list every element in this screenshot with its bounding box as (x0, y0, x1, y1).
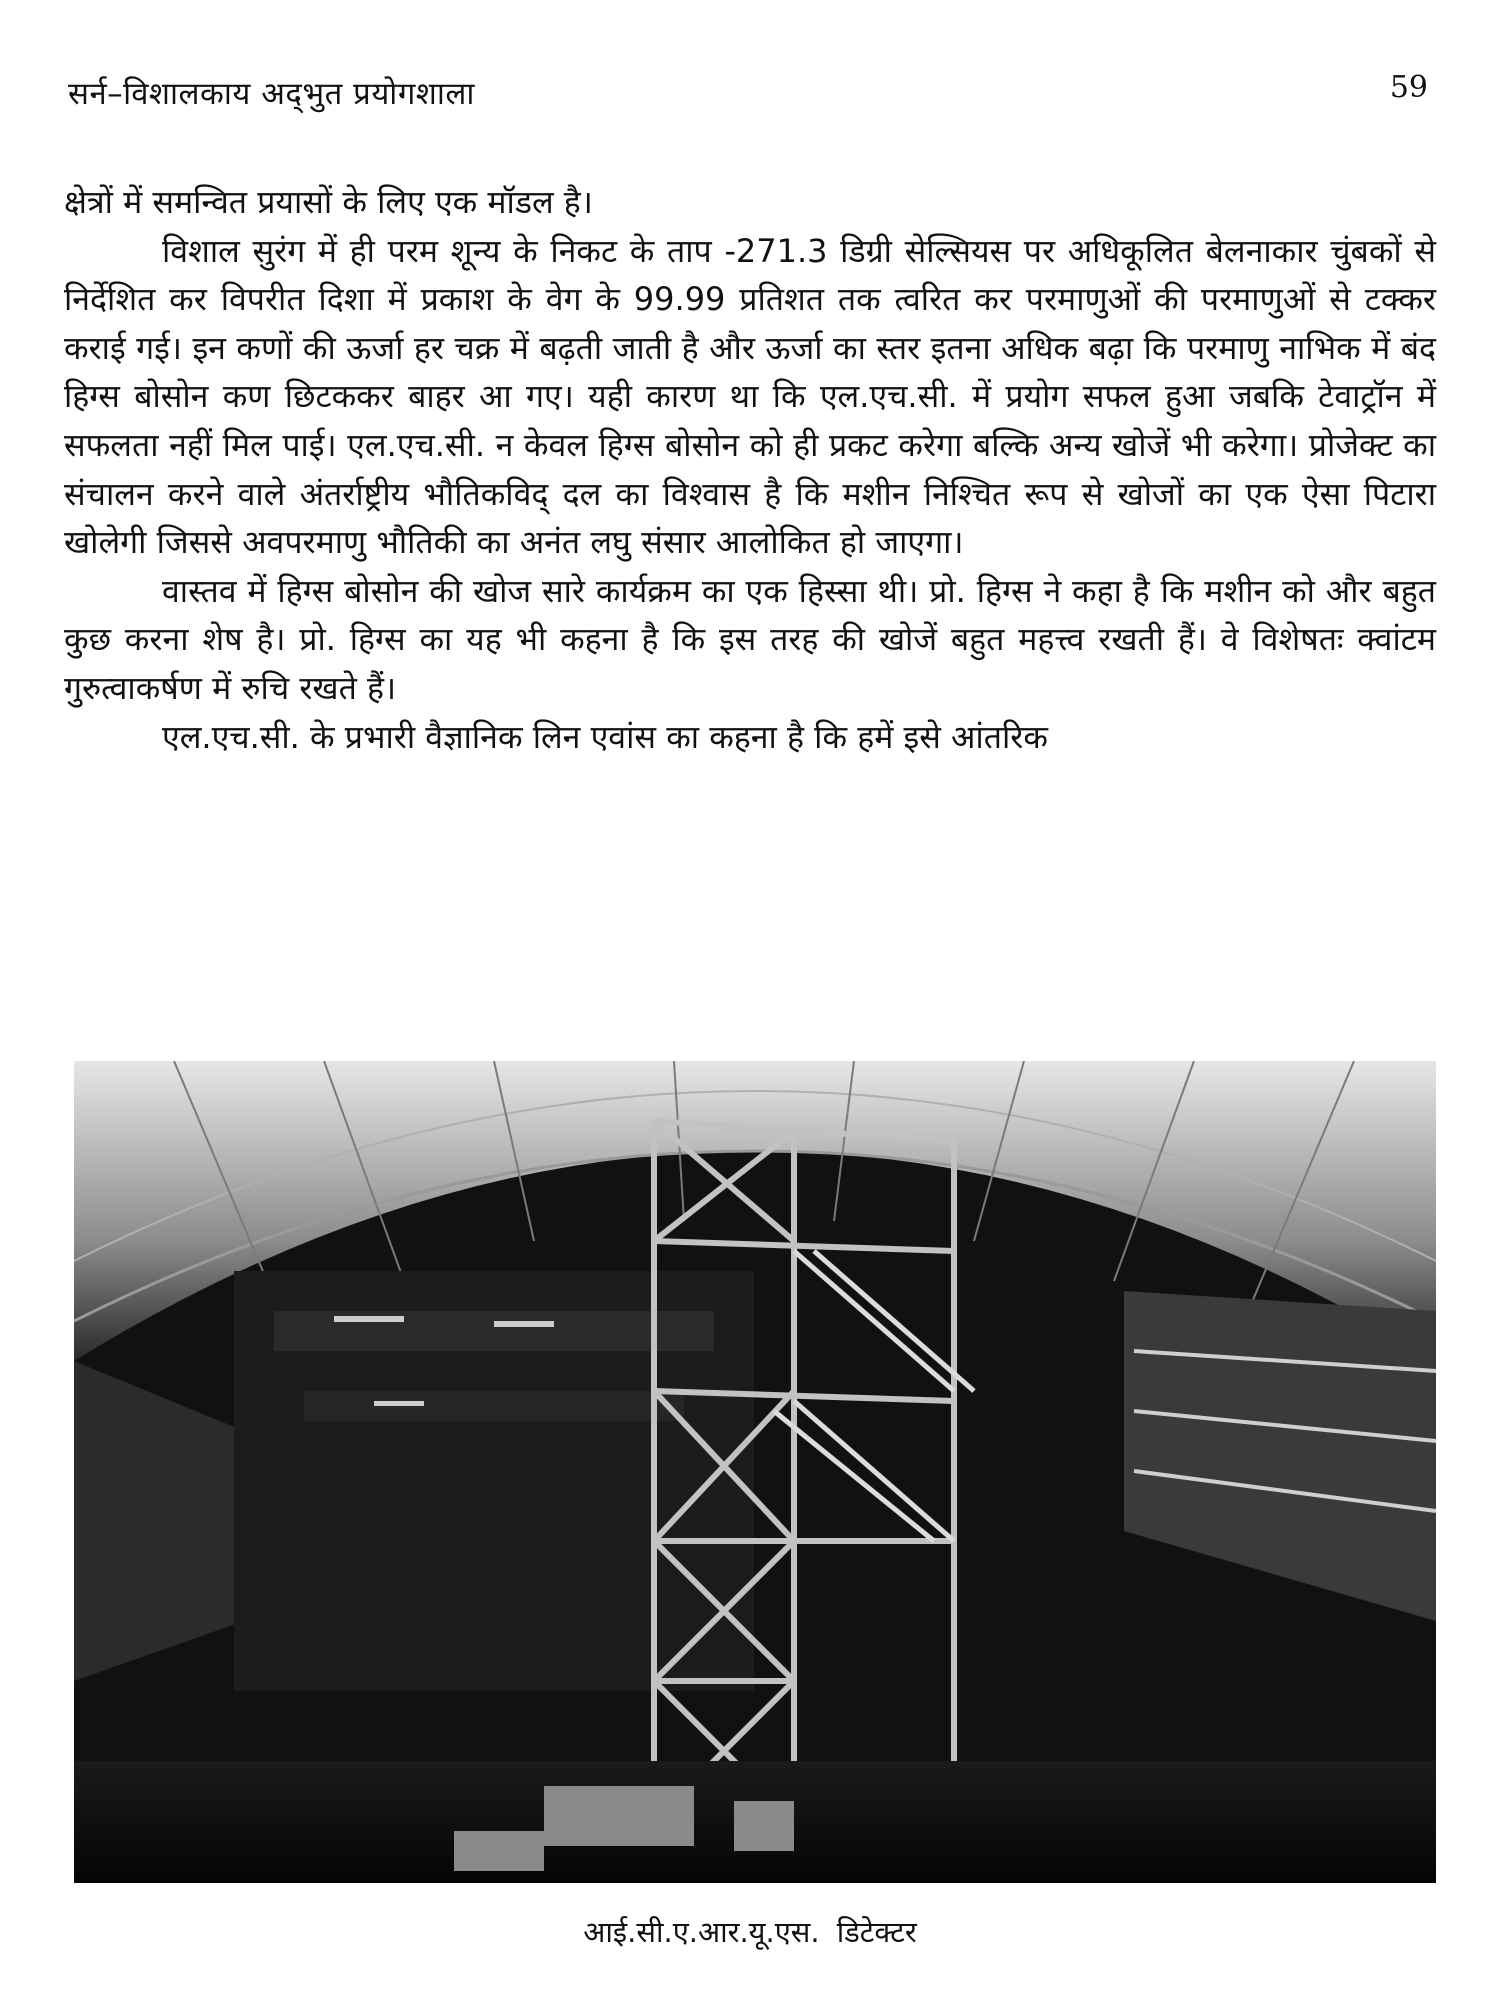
paragraph: विशाल सुरंग में ही परम शून्य के निकट के ताप -271.3 डिग्री सेल्सियस पर अधिकूलित बेलनाकार चुंबकों से निर्देशित कर विपरीत दिशा में प्रकाश के वेग के 99.99 प्रतिशत तक त्वरित कर परमाणुओं की परमाणुओं से टक्कर कराई गई। इन कणों की ऊर्जा हर चक्र में बढ़ती जाती है और ऊर्जा का स्तर इतना अधिक बढ़ा कि परमाणु नाभिक में बंद हिग्स बोसोन कण छिटककर बाहर आ गए। यही कारण था कि एल.एच.सी. में प्रयोग सफल हुआ जबकि टेवाट्रॉन में सफलता नहीं मिल पाई। एल.एच.सी. न केवल हिग्स बोसोन को ही प्रकट करेगा बल्कि अन्य खोजें भी करेगा। प्रोजेक्ट का संचालन करने वाले अंतर्राष्ट्रीय भौतिकविद् दल का विश्वास है कि मशीन निश्चित रूप से खोजों का एक ऐसा पिटारा खोलेगी जिससे अवपरमाणु भौतिकी का अनंत लघु संसार आलोकित हो जाएगा। (64, 231, 1436, 562)
paragraph-continuation: क्षेत्रों में समन्वित प्रयासों के लिए एक मॉडल है। (64, 183, 593, 221)
page-number: 59 (1389, 70, 1428, 105)
figure-caption: आई.सी.ए.आर.यू.एस. डिटेक्टर (583, 1915, 917, 1949)
detector-photo (74, 1061, 1436, 1883)
paragraph: एल.एच.सी. के प्रभारी वैज्ञानिक लिन एवांस का कहना है कि हमें इसे आंतरिक (162, 717, 1048, 756)
running-title: सर्न–विशालकाय अद्‌भुत प्रयोगशाला (68, 76, 475, 112)
paragraph: वास्तव में हिग्स बोसोन की खोज सारे कार्यक्रम का एक हिस्सा थी। प्रो. हिग्स ने कहा है कि मशीन को और बहुत कुछ करना शेष है। प्रो. हिग्स का यह भी कहना है कि इस तरह की खोजें बहुत महत्त्व रखती हैं। वे विशेषतः क्वांटम गुरुत्वाकर्षण में रुचि रखते हैं। (64, 571, 1436, 707)
body-text (64, 178, 1436, 761)
